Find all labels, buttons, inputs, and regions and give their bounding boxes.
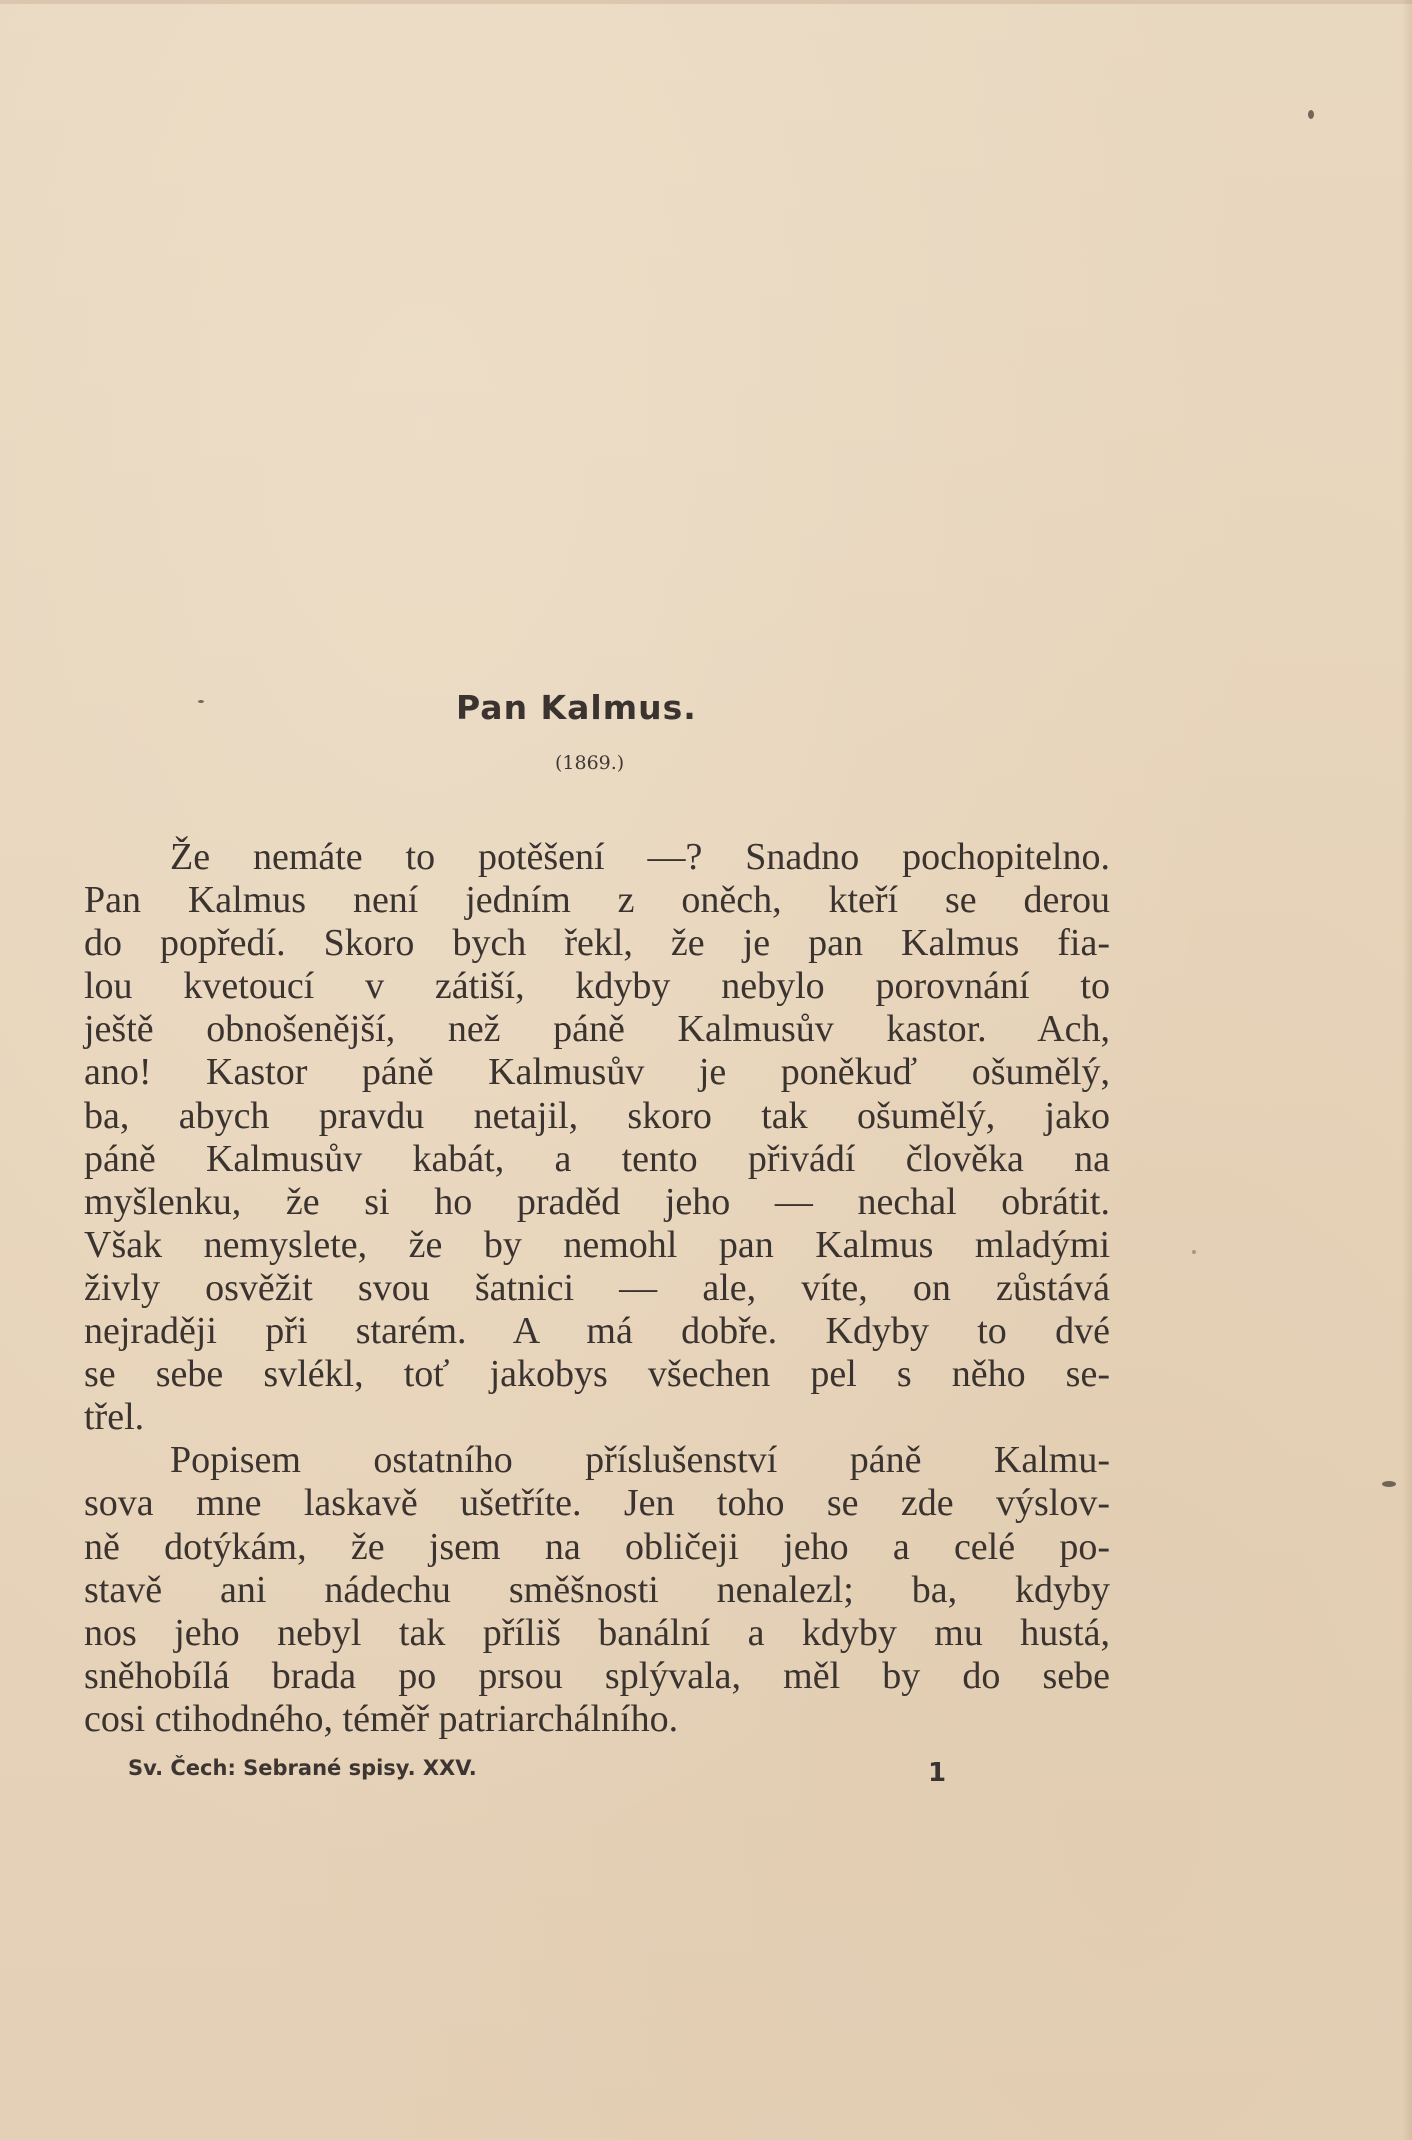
- text-line: lou kvetoucí v zátiší, kdyby nebylo porovnání to: [84, 965, 1110, 1008]
- text-line: třel.: [84, 1396, 145, 1439]
- text-line: sněhobílá brada po prsou splývala, měl by do sebe: [84, 1654, 1110, 1697]
- text-line: ně dotýkám, že jsem na obličeji jeho a celé po-: [84, 1525, 1110, 1568]
- chapter-year: (1869.): [555, 752, 625, 774]
- text-line: ano! Kastor páně Kalmusův je poněkuď ošumělý,: [84, 1051, 1110, 1094]
- text-line: Že nemáte to potěšení —? Snadno pochopitelno.: [170, 836, 1110, 878]
- text-line: stavě ani nádechu směšnosti nenalezl; ba, kdyby: [84, 1568, 1110, 1611]
- text-line: nejraději při starém. A má dobře. Kdyby to dvé: [84, 1310, 1110, 1353]
- text-line: ještě obnošenější, než páně Kalmusův kastor. Ach,: [84, 1008, 1110, 1051]
- text-line: živly osvěžit svou šatnici — ale, víte, on zůstává: [84, 1266, 1110, 1309]
- page-right-edge-shadow: [1402, 0, 1412, 2140]
- chapter-title: Pan Kalmus.: [456, 688, 697, 727]
- page-top-edge: [0, 0, 1412, 4]
- text-line: Popisem ostatního příslušenství páně Kalmu-: [170, 1439, 1110, 1482]
- text-line: Však nemyslete, že by nemohl pan Kalmus mladými: [84, 1223, 1110, 1266]
- text-line: se sebe svlékl, toť jakobys všechen pel s něho se-: [84, 1353, 1110, 1396]
- text-line: do popředí. Skoro bych řekl, že je pan Kalmus fia-: [84, 922, 1110, 965]
- text-line: nos jeho nebyl tak příliš banální a kdyby mu hustá,: [84, 1611, 1110, 1654]
- text-line: cosi ctihodného, téměř patriarchálního.: [84, 1697, 679, 1740]
- footer-signature: Sv. Čech: Sebrané spisy. XXV.: [128, 1756, 477, 1780]
- text-line: ba, abych pravdu netajil, skoro tak ošumělý, jako: [84, 1094, 1110, 1137]
- paper-speck: [1382, 1481, 1396, 1487]
- paper-speck: [1192, 1250, 1196, 1254]
- text-line: páně Kalmusův kabát, a tento přivádí člověka na: [84, 1137, 1110, 1180]
- text-line: myšlenku, že si ho praděd jeho — nechal obrátit.: [84, 1180, 1110, 1223]
- text-line: Pan Kalmus není jedním z oněch, kteří se derou: [84, 879, 1110, 922]
- text-line: sova mne laskavě ušetříte. Jen toho se zde výslov-: [84, 1482, 1110, 1525]
- page-number: 1: [928, 1758, 947, 1788]
- paper-speck: [198, 700, 204, 703]
- paper-speck: [1308, 110, 1314, 119]
- body-text: [84, 836, 1110, 1741]
